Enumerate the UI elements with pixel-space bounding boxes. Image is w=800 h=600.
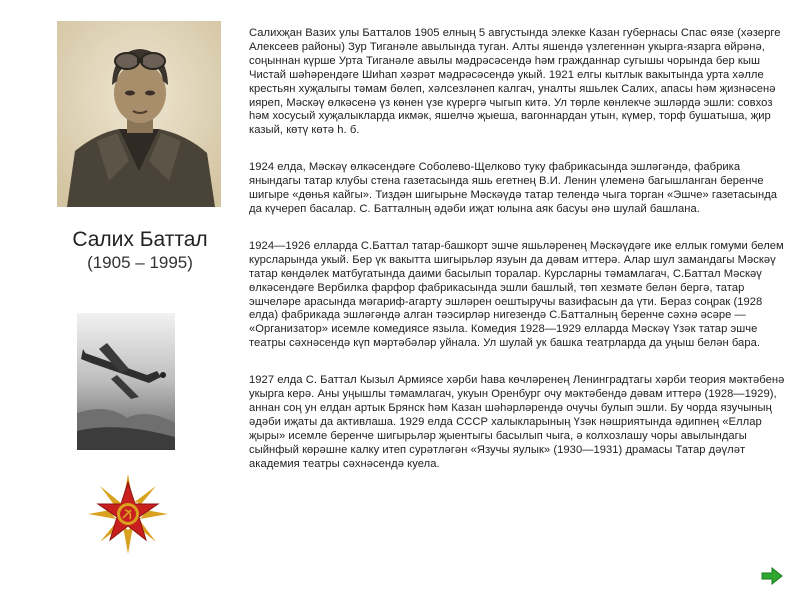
biography-text [249, 27, 785, 494]
order-star-icon [86, 472, 170, 556]
author-name: Салих Баттал [72, 228, 208, 251]
aircraft-photo [77, 313, 175, 450]
portrait-caption [40, 228, 240, 274]
paragraph: Салихҗан Вазих улы Батталов 1905 елның 5 августында элекке Казан губернасы Спас өязе (хәзерге Алексеев районы) Зур Тиганәле авылында туган. Алты яшендә үзлегеннән укырга-язарга өйрәнә, соңыннан күрше Урта Тиганәле авылы мәдрәсәсендә һәм гражданнар сугышы чорында бер кыш Чистай шәһәрендәге Шиһап хәзрәт мәдрәсәсендә укый. 1921 елгы кытлык вакытында урта хәлле крестьян хуҗалыгы тәмам бөлеп, хәлсезләнеп калгач, уналты яшьлек Салих, апасы һәм җизнәсенә ияреп, Мәскәү өлкәсенә үз көнен үзе күрергә чыгып китә. Ул төрле көнлекче эшләрдә эшли: совхоз һәм хосусый хуҗалыкларда икмәк, яшелчә җыеша, вагоннардан утын, күмер, торф бушатыша, җир казый, көтү көтә h. б. [249, 27, 781, 137]
paragraph: 1924—1926 елларда С.Баттал татар-башкорт эшче яшьләренең Мәскәүдәге ике еллык гомуми белем курсларында укый. Бер үк вакытта шигырьләр язуын да дәвам иттерә. Алар шул замандагы Мәскәү татар көндәлек матбугатында даими басылып торалар. Курсларны тәмамлагач, С.Баттал Мәскәү өлкәсендәге Вербилка фарфор фабрикасында эшли башлый, төп хезмәте белән бергә, татар эшчеләре арасында мәгариф-агарту эшләрен оештыручы вазифасын да үти. Бераз соңрак (1928 елда) фабрикада эшләгәндә алган тәэсирләр нигезендә С.Батталның беренче сәхнә әсәре — «Организатор» исемле комедиясе языла. Комедия 1928—1929 елларда Мәскәү Үзәк татар эшче театры сәхнәсендә күп мәртәбәләр уйнала. Ул шулай ук башка театрларда да уңыш белән бара. [249, 239, 784, 350]
author-years: (1905 – 1995) [87, 253, 193, 272]
paragraph: 1927 елда С. Баттал Кызыл Армиясе хәрби hава көчләренең Ленинградтагы хәрби теория мәктәбенә укырга керә. Аны уңышлы тәмамлагач, укуын Оренбург очу мәктәбендә дәвам иттерә (1928—1929), аннан соң ун елдан артык Брянск һәм Казан шәһәрләрендә очучы булып эшли. Бу чорда язучының әдәби иҗаты да активлаша. 1929 елда СССР халыкларының Үзәк нәшриятында әдипнең «Еллар җыры» исемле беренче шигырьләр җыентыгы басылып чыга, ә колхозлашу чоры авылындагы сыйнфый көрәшне калку итеп сурәтләгән «Язучы яулык» (1930—1931) драмасы Татар дәүләт академия театры сәхнәсендә куела. [249, 374, 785, 470]
arrow-right-icon[interactable] [761, 567, 783, 585]
paragraph: 1924 елда, Мәскәү өлкәсендәге Соболево-Щелково туку фабрикасында эшләгәндә, фабрика янындагы татар клубы стена газетасында яшь егетнең В.И. Ленин үлеменә багышланган беренче шигыре «дөнья кайгы». Тиздән шигырьне Мәскәүдә татар телендә чыга торган «Эшче» газетасында да күчереп басалар. С. Батталның әдәби иҗат юлына аяк басуы әнә шулай башлана. [249, 161, 778, 215]
portrait-photo [57, 21, 221, 207]
